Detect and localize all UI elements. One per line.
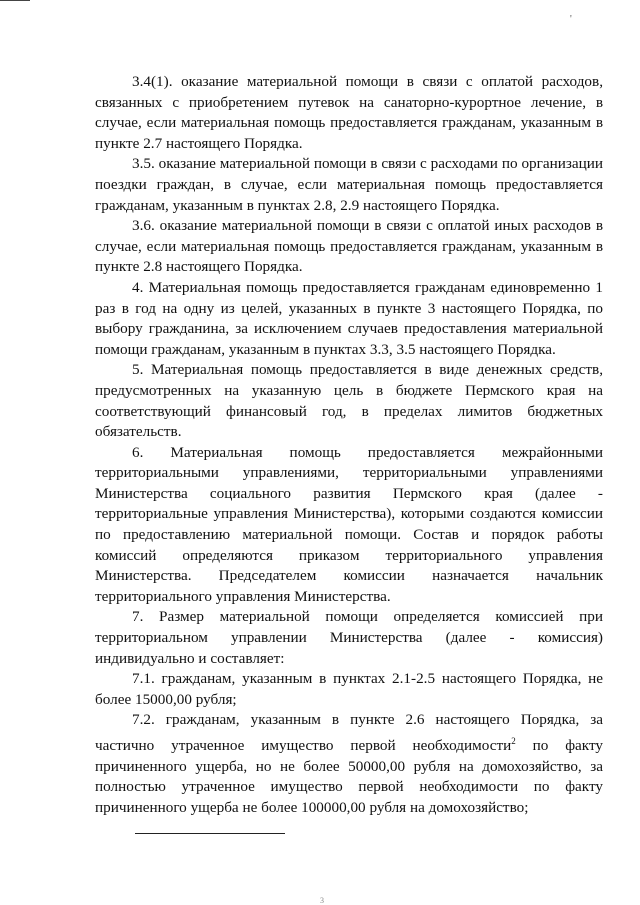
paragraph-7-2-text-start: 7.2. гражданам, указанным в пункте 2.6 настоящего Порядка, за частично утраченное имущество первой необходимости	[95, 711, 603, 755]
paragraph-7-2	[95, 710, 603, 818]
top-edge-rule	[0, 0, 30, 1]
paragraph-7: 7. Размер материальной помощи определяется комиссией при территориальном управлении Министерства (далее - комиссия) индивидуально и составляет:	[95, 608, 603, 667]
header-tick-mark: '	[570, 14, 572, 25]
page-number: 3	[320, 896, 324, 905]
paragraph-3-5: 3.5. оказание материальной помощи в связи с расходами по организации поездки граждан, в случае, если материальная помощь предоставляется гражданам, указанным в пунктах 2.8, 2.9 настоящего Порядка.	[95, 155, 603, 214]
paragraph-5: 5. Материальная помощь предоставляется в виде денежных средств, предусмотренных на указанную цель в бюджете Пермского края на соответствующий финансовый год, в пределах лимитов бюджетных обязательств.	[95, 361, 603, 441]
paragraph-7-1: 7.1. гражданам, указанным в пунктах 2.1-2.5 настоящего Порядка, не более 15000,00 рубля;	[95, 670, 603, 708]
paragraph-3-6: 3.6. оказание материальной помощи в связи с оплатой иных расходов в случае, если материальная помощь предоставляется гражданам, указанным в пункте 2.8 настоящего Порядка.	[95, 217, 603, 276]
paragraph-6: 6. Материальная помощь предоставляется межрайонными территориальными управлениями, территориальными управлениями Министерства социального развития Пермского края (далее - территориальные управления Министерства), которыми создаются комиссии по предоставлению материальной помощи. Состав и порядок работы комиссий определяются приказом территориального управления Министерства. Председателем комиссии назначается начальник территориального управления Министерства.	[95, 443, 603, 605]
paragraph-4: 4. Материальная помощь предоставляется гражданам единовременно 1 раз в год на одну из целей, указанных в пункте 3 настоящего Порядка, по выбору гражданина, за исключением случаев предоставления материальной помощи гражданам, указанным в пунктах 3.3, 3.5 настоящего Порядка.	[95, 278, 603, 358]
footnote-ref-2: 2	[511, 736, 516, 746]
paragraph-7-2-text-end: по факту причиненного ущерба, но не более 50000,00 рубля на домохозяйство, за полностью утраченное имущество первой необходимости по факту причиненного ущерба не более 100000,00 рубля на домохозяйство;	[95, 737, 603, 816]
document-body	[95, 72, 603, 818]
paragraph-3-4-1: 3.4(1). оказание материальной помощи в связи с оплатой расходов, связанных с приобретением путевок на санаторно-курортное лечение, в случае, если материальная помощь предоставляется гражданам, указанным в пункте 2.7 настоящего Порядка.	[95, 73, 603, 152]
footnote-separator	[135, 833, 285, 834]
